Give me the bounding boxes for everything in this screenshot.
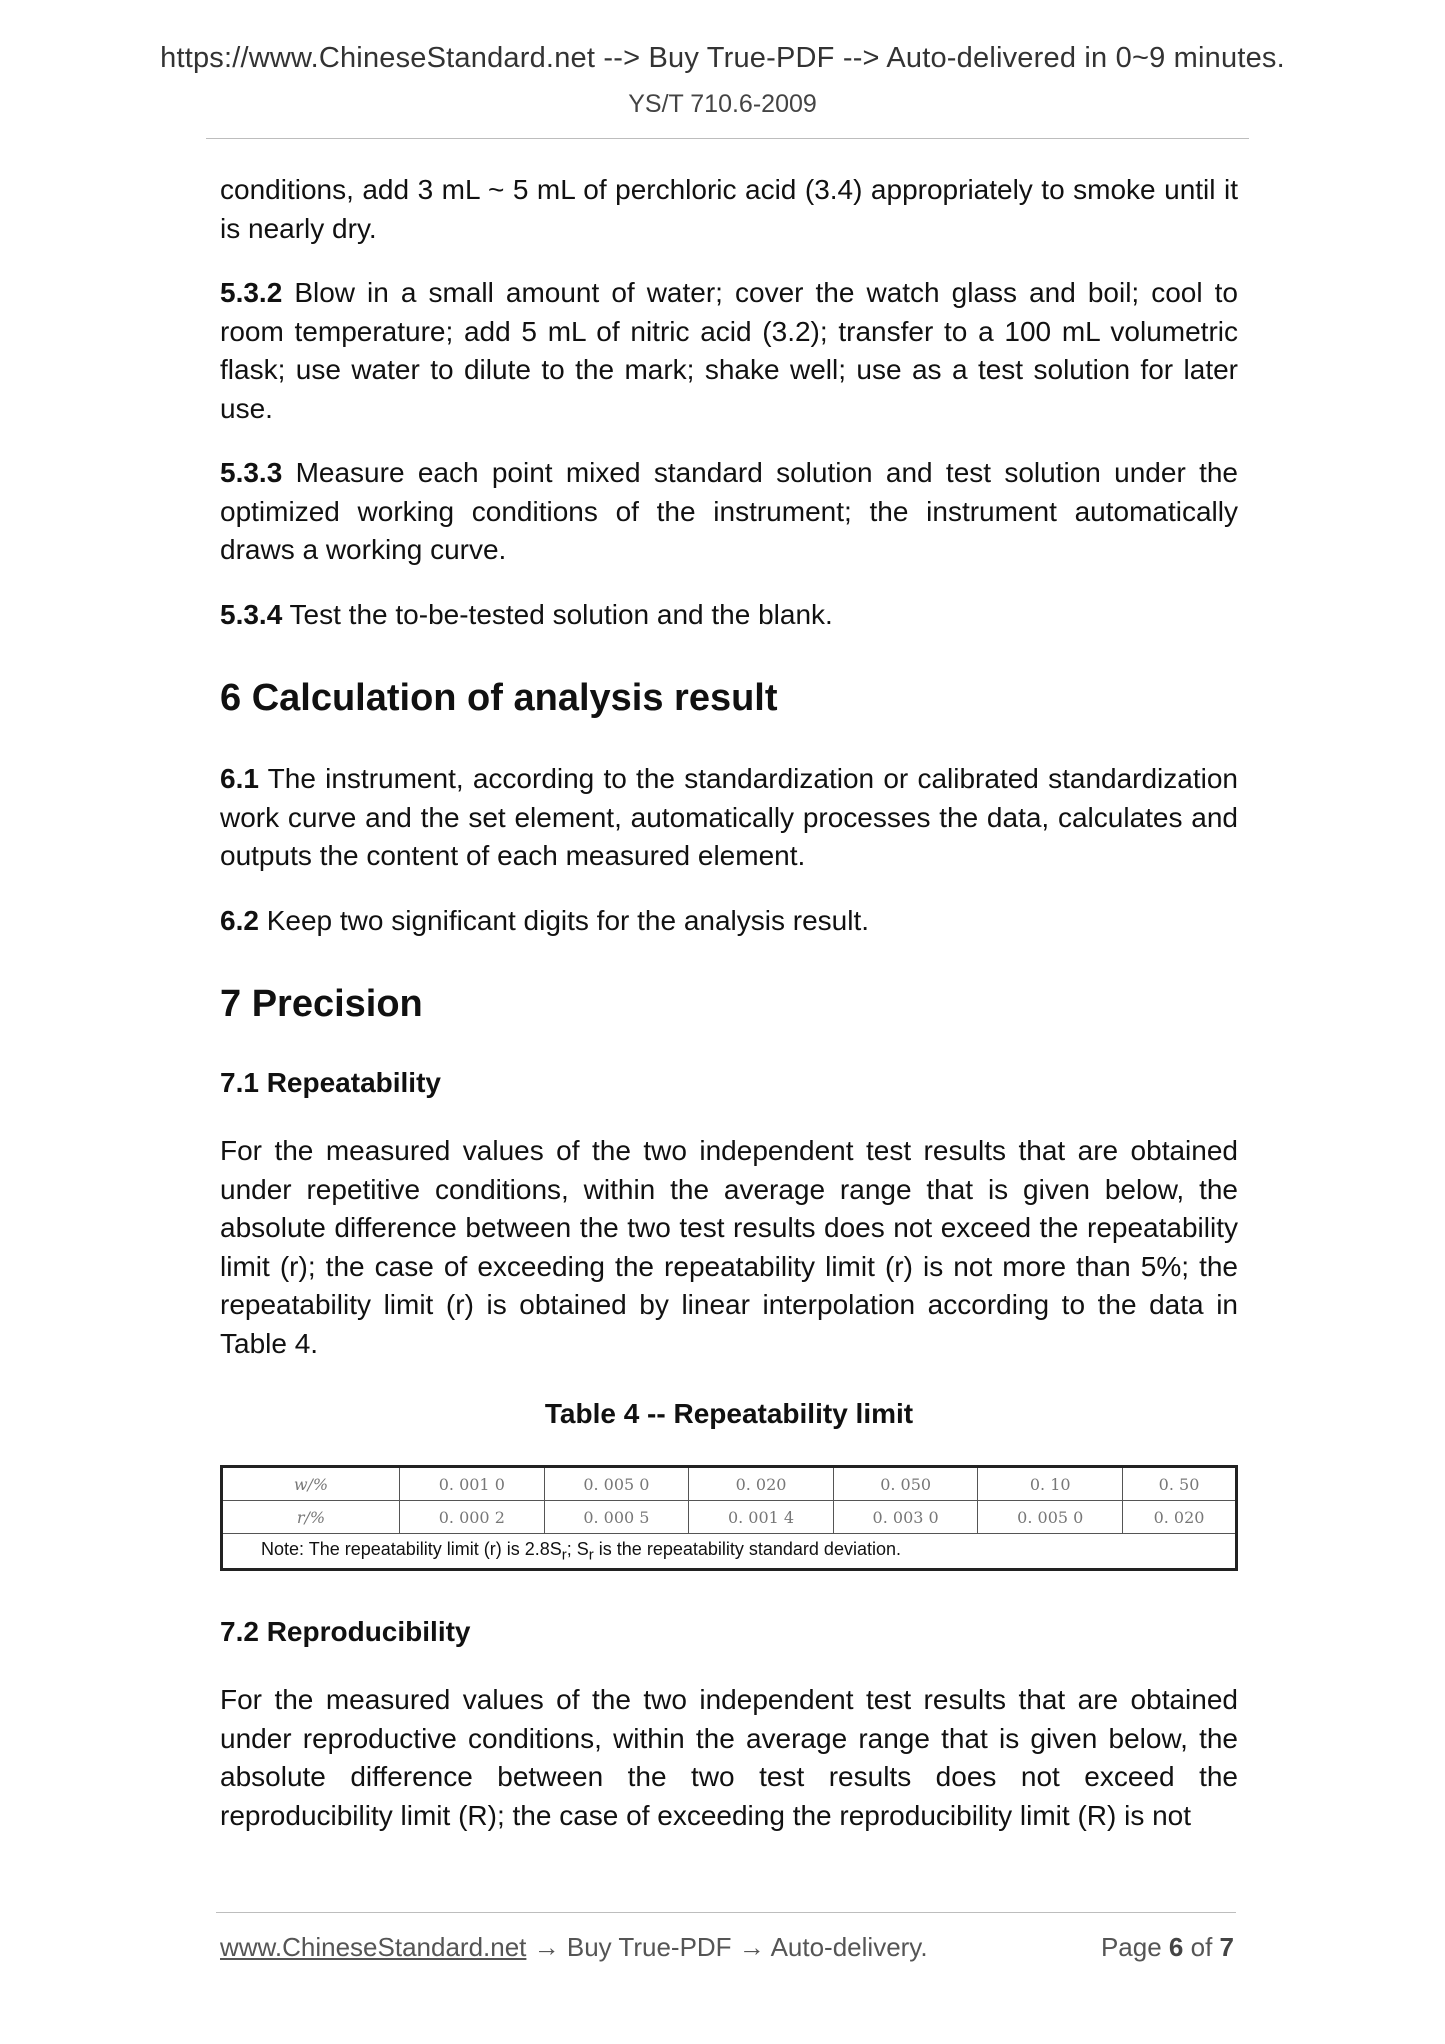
table-caption: Table 4 -- Repeatability limit <box>544 1398 914 1429</box>
document-body <box>220 171 1238 1861</box>
clause-text: Keep two significant digits for the analysis result. <box>258 904 870 936</box>
standard-code: YS/T 710.6-2009 <box>628 90 817 118</box>
table-cell: 0. 001 4 <box>689 1501 834 1534</box>
table-cell: 0. 50 <box>1123 1467 1237 1501</box>
table-cell: 0. 10 <box>978 1467 1123 1501</box>
page-total: 7 <box>1219 1932 1234 1962</box>
row-header-w: w/% <box>222 1467 400 1501</box>
paragraph-perchloric <box>220 171 1238 248</box>
clause-number: 6.2 <box>220 904 259 936</box>
section-6-heading: 6 Calculation of analysis result <box>220 677 778 719</box>
footer-tagline: → Buy True-PDF → Auto-delivery. <box>526 1932 928 1962</box>
table-cell: 0. 000 2 <box>400 1501 545 1534</box>
section-7-2-heading: 7.2 Reproducibility <box>220 1616 471 1647</box>
clause-5-3-3 <box>220 454 1238 570</box>
clause-5-3-4 <box>220 596 1238 635</box>
note-text: Note: The repeatability limit (r) is 2.8S <box>261 1538 562 1559</box>
table-cell: 0. 005 0 <box>544 1467 689 1501</box>
table-cell: 0. 000 5 <box>544 1501 689 1534</box>
clause-6-2 <box>220 902 1238 941</box>
section-7-1-heading: 7.1 Repeatability <box>220 1067 441 1098</box>
table-note <box>222 1534 1237 1570</box>
page-number: 6 <box>1168 1932 1184 1962</box>
clause-number: 5.3.4 <box>220 598 283 630</box>
note-subscript: r <box>588 1546 594 1564</box>
note-subscript: r <box>561 1546 567 1564</box>
header-divider <box>206 138 1249 139</box>
table-cell: 0. 020 <box>689 1467 834 1501</box>
of-label: of <box>1183 1932 1220 1962</box>
clause-number: 5.3.2 <box>220 277 283 308</box>
table-cell: 0. 050 <box>833 1467 978 1501</box>
table-cell: 0. 005 0 <box>978 1501 1123 1534</box>
row-header-r: r/% <box>222 1501 400 1534</box>
table-cell: 0. 020 <box>1123 1501 1237 1534</box>
footer-divider <box>216 1912 1236 1913</box>
table-row <box>222 1467 1237 1501</box>
clause-5-3-2 <box>220 274 1238 428</box>
clause-text: Blow in a small amount of water; cover the watch glass and boil; cool to room temperature; add 5 mL of nitric acid (3.2); transfer to a 100 mL volumetric flask; use water to dilute to the mark; shake well; use as a test solution for later use. <box>220 277 1238 424</box>
site-link[interactable]: www.ChineseStandard.net <box>220 1932 527 1962</box>
clause-6-1 <box>220 760 1238 876</box>
table-note-row <box>222 1534 1237 1570</box>
note-text: is the repeatability standard deviation. <box>593 1538 901 1559</box>
reproducibility-paragraph: For the measured values of the two independent test results that are obtained under reproductive conditions, within the average range that is given below, the absolute difference between the two test results does not exceed the reproducibility limit (R); the case of exceeding the reproducibility limit (R) is not <box>220 1684 1238 1831</box>
section-7-heading: 7 Precision <box>220 983 423 1025</box>
note-text: ; S <box>566 1538 589 1559</box>
clause-number: 6.1 <box>220 763 259 794</box>
page-label: Page <box>1100 1932 1169 1962</box>
page-indicator <box>1101 1932 1234 1963</box>
paragraph-text: conditions, add 3 mL ~ 5 mL of perchloric acid (3.4) appropriately to smoke until it is nearly dry. <box>220 174 1238 244</box>
clause-number: 5.3.3 <box>220 457 283 488</box>
footer-left <box>220 1932 928 1963</box>
clause-text: Test the to-be-tested solution and the blank. <box>282 598 833 630</box>
table-cell: 0. 003 0 <box>833 1501 978 1534</box>
top-banner: https://www.ChineseStandard.net --> Buy True-PDF --> Auto-delivered in 0~9 minutes. <box>160 42 1285 74</box>
clause-text: Measure each point mixed standard solution and test solution under the optimized working conditions of the instrument; the instrument automatically draws a working curve. <box>220 457 1238 565</box>
clause-text: The instrument, according to the standardization or calibrated standardization work curve and the set element, automatically processes the data, calculates and outputs the content of each measured element. <box>220 763 1238 871</box>
repeatability-table <box>220 1465 1238 1571</box>
repeatability-paragraph: For the measured values of the two independent test results that are obtained under repetitive conditions, within the average range that is given below, the absolute difference between the two test results does not exceed the repeatability limit (r); the case of exceeding the repeatability limit (r) is not more than 5%; the repeatability limit (r) is obtained by linear interpolation according to the data in Table 4. <box>220 1135 1238 1359</box>
table-cell: 0. 001 0 <box>400 1467 545 1501</box>
table-row <box>222 1501 1237 1534</box>
